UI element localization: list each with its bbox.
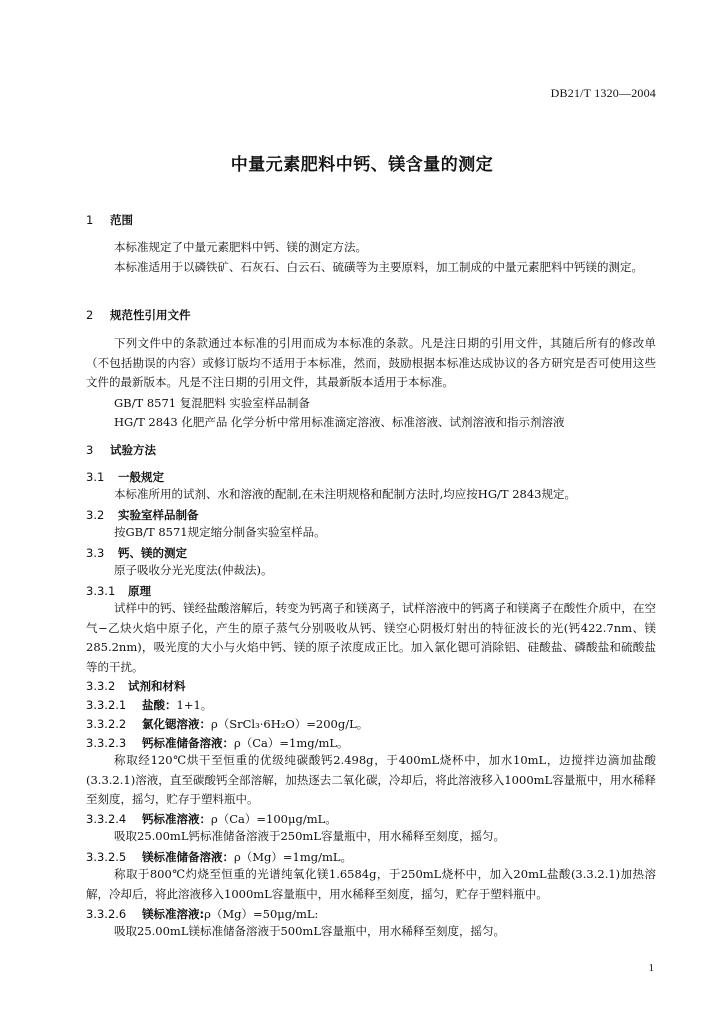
section-3-3-2-4-para: 吸取25.00mL钙标准储备溶液于250mL容量瓶中，用水稀释至刻度，摇匀。 <box>114 829 505 843</box>
section-1-heading: 1 范围 <box>86 213 133 227</box>
section-3-3-2-4-heading: 3.3.2.4 钙标准溶液：ρ（Ca）=100μg/mL。 <box>86 812 337 826</box>
section-3-2-para: 按GB/T 8571规定缩分制备实验室样品。 <box>114 525 326 539</box>
section-3-3-heading: 3.3 钙、镁的测定 <box>86 546 187 560</box>
section-3-3-2-5-heading: 3.3.2.5 镁标准储备溶液：ρ（Mg）=1mg/mL。 <box>86 850 353 864</box>
section-3-3-2-heading: 3.3.2 试剂和材料 <box>86 679 186 693</box>
page-number: 1 <box>648 962 654 974</box>
section-3-1-heading: 3.1 一般规定 <box>86 470 164 484</box>
reference-gb-t-8571: GB/T 8571 复混肥料 实验室样品制备 <box>114 396 310 410</box>
section-3-3-1-para: 试样中的钙、镁经盐酸溶解后，转变为钙离子和镁离子，试样溶液中的钙离子和镁离子在酸性介质中，在空气−乙炔火焰中原子化，产生的原子蒸气分别吸收从钙、镁空心阴极灯射出的特征波长的光(钙422.7nm、镁285.2nm)，吸光度的大小与火焰中钙、镁的原子浓度成正比。加入氯化锶可消除铝、硅酸盐、磷酸盐和硫酸盐等的干扰。 <box>86 601 656 674</box>
section-3-3-2-2-heading: 3.3.2.2 氯化锶溶液：ρ（SrCl₃·6H₂O）=200g/L。 <box>86 717 369 731</box>
section-3-3-2-1-heading: 3.3.2.1 盐酸：1+1。 <box>86 698 213 712</box>
section-1-para-1: 本标准规定了中量元素肥料中钙、镁的测定方法。 <box>114 240 367 254</box>
section-3-heading: 3 试验方法 <box>86 443 156 457</box>
section-3-2-heading: 3.2 实验室样品制备 <box>86 508 199 522</box>
section-3-1-para: 本标准所用的试剂、水和溶液的配制,在未注明规格和配制方法时,均应按HG/T 2843规定。 <box>114 487 576 501</box>
reference-hg-t-2843: HG/T 2843 化肥产品 化学分析中常用标准滴定溶液、标准溶液、试剂溶液和指示剂溶液 <box>114 415 565 429</box>
section-3-3-2-6-para: 吸取25.00mL镁标准储备溶液于500mL容量瓶中，用水稀释至刻度，摇匀。 <box>114 924 505 938</box>
section-3-3-1-heading: 3.3.1 原理 <box>86 584 151 598</box>
section-3-3-2-3-para: 称取经120℃烘干至恒重的优级纯碳酸钙2.498g，于400mL烧杯中，加水10mL，边搅拌边滴加盐酸(3.3.2.1)溶液，直至碳酸钙全部溶解，加热逐去二氧化碳，冷却后，将此溶液移入1000mL容量瓶中，用水稀释至刻度，摇匀，贮存于塑料瓶中。 <box>86 753 656 806</box>
document-title: 中量元素肥料中钙、镁含量的测定 <box>230 155 494 175</box>
section-1-para-2: 本标准适用于以磷铁矿、石灰石、白云石、硫磺等为主要原料，加工制成的中量元素肥料中钙镁的测定。 <box>114 260 643 274</box>
section-3-3-2-6-heading: 3.3.2.6 镁标准溶液:ρ（Mg）=50μg/mL: <box>86 907 319 921</box>
section-2-para-1: 下列文件中的条款通过本标准的引用而成为本标准的条款。凡是注日期的引用文件，其随后所有的修改单（不包括勘误的内容）或修订版均不适用于本标准，然而，鼓励根据本标准达成协议的各方研究是否可使用这些文件的最新版本。凡是不注日期的引用文件，其最新版本适用于本标准。 <box>86 336 656 389</box>
section-3-3-2-5-para: 称取于800℃灼烧至恒重的光谱纯氧化镁1.6584g，于250mL烧杯中，加入20mL盐酸(3.3.2.1)加热溶解，冷却后，将此溶液移入1000mL容量瓶中，用水稀释至刻度，摇匀，贮存于塑料瓶中。 <box>86 867 656 901</box>
section-2-heading: 2 规范性引用文件 <box>86 308 191 322</box>
section-3-3-2-3-heading: 3.3.2.3 钙标准储备溶液：ρ（Ca）=1mg/mL。 <box>86 736 349 750</box>
standard-code: DB21/T 1320—2004 <box>550 86 656 100</box>
section-3-3-para: 原子吸收分光光度法(仲裁法)。 <box>114 563 273 577</box>
